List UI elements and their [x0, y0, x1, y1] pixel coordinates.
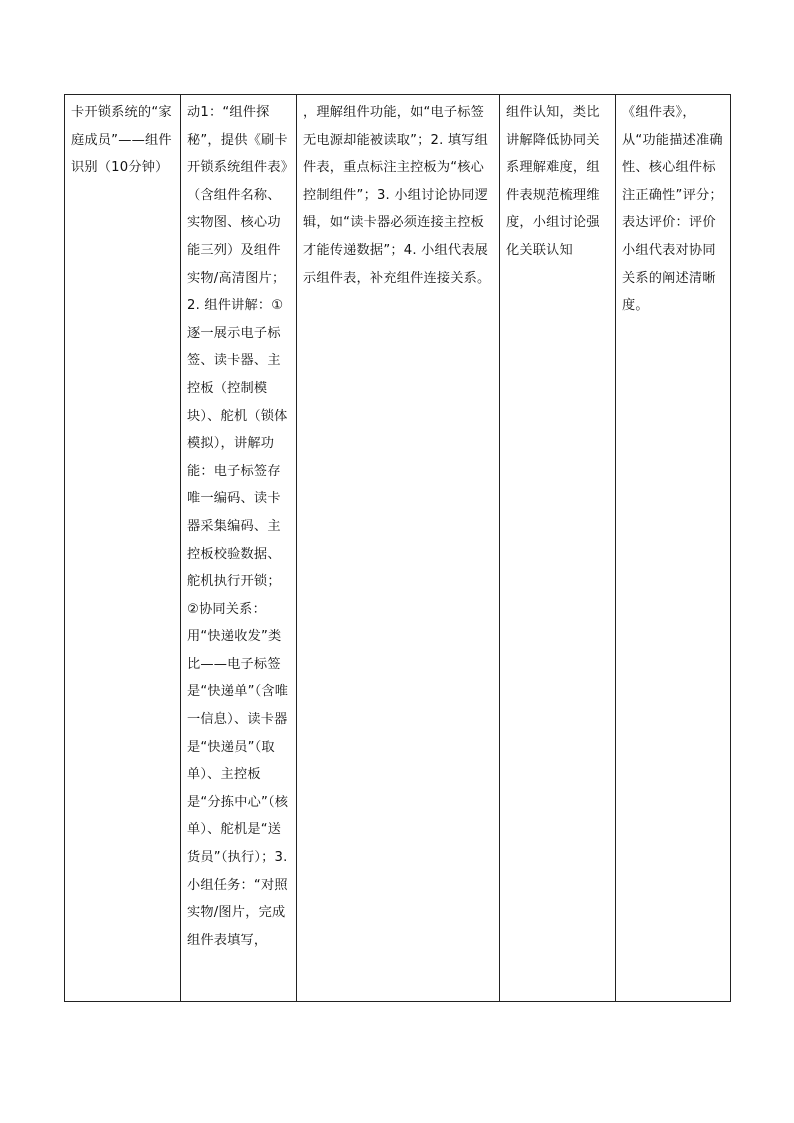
student-activity-text: ，理解组件功能，如“电子标签无电源却能被读取”；2. 填写组件表，重点标注主控板为“核心控制组件”；3. 小组讨论协同逻辑，如“读卡器必须连接主控板才能传递数据”；4. 小组代表展示组件表，补充组件连接关系。 [303, 105, 491, 286]
table-cell-evaluation [616, 95, 731, 1002]
table-cell-stage [65, 95, 181, 1002]
lesson-plan-table [64, 94, 731, 1002]
stage-text: 卡开锁系统的“家庭成员”——组件识别（10分钟） [71, 105, 172, 176]
table-cell-design-intent [500, 95, 616, 1002]
teacher-activity-text: 动1：“组件探秘”，提供《刷卡开锁系统组件表》（含组件名称、实物图、核心功能三列）及组件实物/高清图片；2. 组件讲解：①逐一展示电子标签、读卡器、主控板（控制模块）、舵机（锁体模拟），讲解功能：电子标签存唯一编码、读卡器采集编码、主控板校验数据、舵机执行开锁；②协同关系：用“快递收发”类比——电子标签是“快递单”（含唯一信息）、读卡器是“快递员”（取单）、主控板是“分拣中心”（核单）、舵机是“送货员”（执行）；3. 小组任务：“对照实物/图片，完成组件表填写， [187, 105, 289, 948]
table-row [65, 95, 731, 1002]
table-cell-teacher-activity [181, 95, 297, 1002]
design-intent-text: 组件认知，类比讲解降低协同关系理解难度，组件表规范梳理维度，小组讨论强化关联认知 [506, 105, 600, 258]
table-cell-student-activity [297, 95, 500, 1002]
evaluation-text: 《组件表》，从“功能描述准确性、核心组件标注正确性”评分；表达评价：评价小组代表对协同关系的阐述清晰度。 [622, 105, 723, 314]
